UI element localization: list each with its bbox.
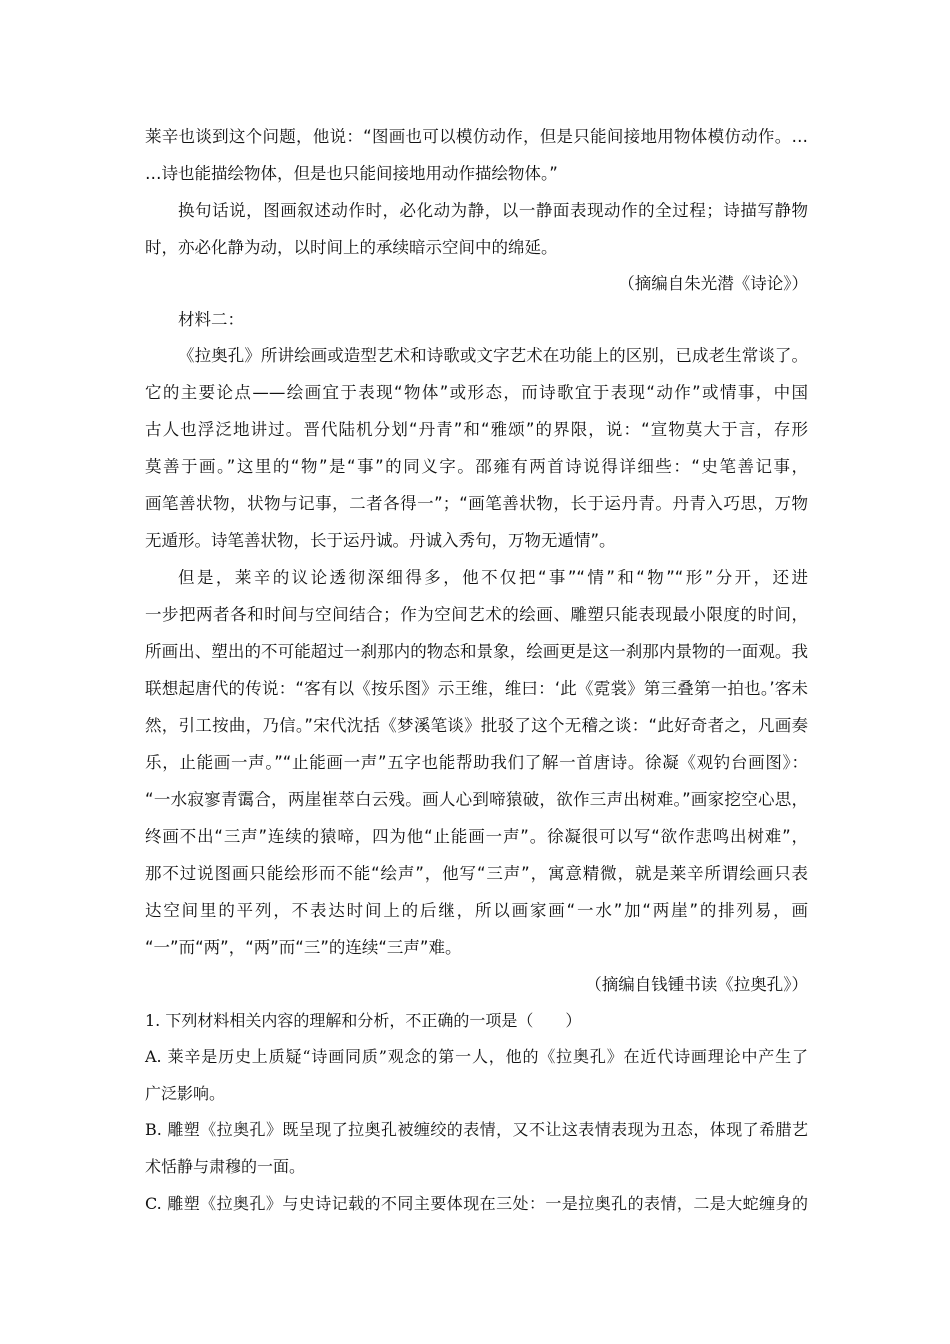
question-stem: 1. 下列材料相关内容的理解和分析，不正确的一项是（ ）	[145, 1011, 582, 1030]
paragraph-line: “一水寂寥青霭合，两崖崔萃白云残。画人心到啼猿破，欲作三声出树难。”画家挖空心思，	[145, 790, 808, 809]
paragraph-line: 古人也浮泛地讲过。晋代陆机分划“丹青”和“雅颂”的界限，说：“宣物莫大于言，存形	[145, 420, 808, 439]
section-heading: 材料二：	[178, 310, 244, 329]
paragraph-line: …诗也能描绘物体，但是也只能间接地用动作描绘物体。”	[145, 164, 558, 183]
option-a: A. 莱辛是历史上质疑“诗画同质”观念的第一人，他的《拉奥孔》在近代诗画理论中产生了	[145, 1047, 808, 1066]
option-b-continued: 术恬静与肃穆的一面。	[145, 1157, 306, 1176]
paragraph-line: 换句话说，图画叙述动作时，必化动为静，以一静面表现动作的全过程；诗描写静物	[178, 201, 808, 220]
paragraph-line: 无遁形。诗笔善状物，长于运丹诚。丹诚入秀句，万物无遁情”。	[145, 531, 616, 550]
paragraph-line: 然，引工按曲，乃信。”宋代沈括《梦溪笔谈》批驳了这个无稽之谈：“此好奇者之，凡画奏	[145, 716, 808, 735]
paragraph-line: 达空间里的平列，不表达时间上的后继，所以画家画“一水”加“两崖”的排列易，画	[145, 901, 808, 920]
paragraph-line: 所画出、塑出的不可能超过一刹那内的物态和景象，绘画更是这一刹那内景物的一面观。我	[145, 642, 808, 661]
option-b: B. 雕塑《拉奥孔》既呈现了拉奥孔被缠绞的表情，又不让这表情表现为丑态，体现了希腊艺	[145, 1120, 808, 1139]
paragraph-line: 终画不出“三声”连续的猿啼，四为他“止能画一声”。徐凝很可以写“欲作悲鸣出树难”，	[145, 827, 808, 846]
paragraph-line: 画笔善状物，状物与记事，二者各得一”；“画笔善状物，长于运丹青。丹青入巧思，万物	[145, 494, 808, 513]
option-c: C. 雕塑《拉奥孔》与史诗记载的不同主要体现在三处：一是拉奥孔的表情，二是大蛇缠身的	[145, 1194, 808, 1213]
paragraph-line: 莱辛也谈到这个问题，他说：“图画也可以模仿动作，但是只能间接地用物体模仿动作。…	[145, 127, 808, 146]
paragraph-line: 《拉奥孔》所讲绘画或造型艺术和诗歌或文字艺术在功能上的区别，已成老生常谈了。	[178, 346, 808, 365]
paragraph-line: 联想起唐代的传说：“客有以《按乐图》示王维，维曰：‘此《霓裳》第三叠第一拍也。’客未	[145, 679, 808, 698]
paragraph-line: 它的主要论点——绘画宜于表现“物体”或形态，而诗歌宜于表现“动作”或情事，中国	[145, 383, 808, 402]
paragraph-line: 莫善于画。”这里的“物”是“事”的同义字。邵雍有两首诗说得详细些：“史笔善记事，	[145, 457, 808, 476]
paragraph-line: 时，亦必化静为动，以时间上的承续暗示空间中的绵延。	[145, 238, 558, 257]
source-citation: （摘编自钱锺书读《拉奥孔》）	[585, 975, 808, 994]
paragraph-line: “一”而“两”，“两”而“三”的连续“三声”难。	[145, 938, 462, 957]
source-citation: （摘编自朱光潜《诗论》）	[618, 274, 808, 293]
paragraph-line: 那不过说图画只能绘形而不能“绘声”，他写“三声”，寓意精微，就是莱辛所谓绘画只表	[145, 864, 808, 883]
paragraph-line: 一步把两者各和时间与空间结合；作为空间艺术的绘画、雕塑只能表现最小限度的时间，	[145, 605, 808, 624]
paragraph-line: 但是，莱辛的议论透彻深细得多，他不仅把“事”“情”和“物”“形”分开，还进	[178, 568, 808, 587]
paragraph-line: 乐，止能画一声。”“止能画一声”五字也能帮助我们了解一首唐诗。徐凝《观钓台画图》：	[145, 753, 808, 772]
option-a-continued: 广泛影响。	[145, 1084, 226, 1103]
